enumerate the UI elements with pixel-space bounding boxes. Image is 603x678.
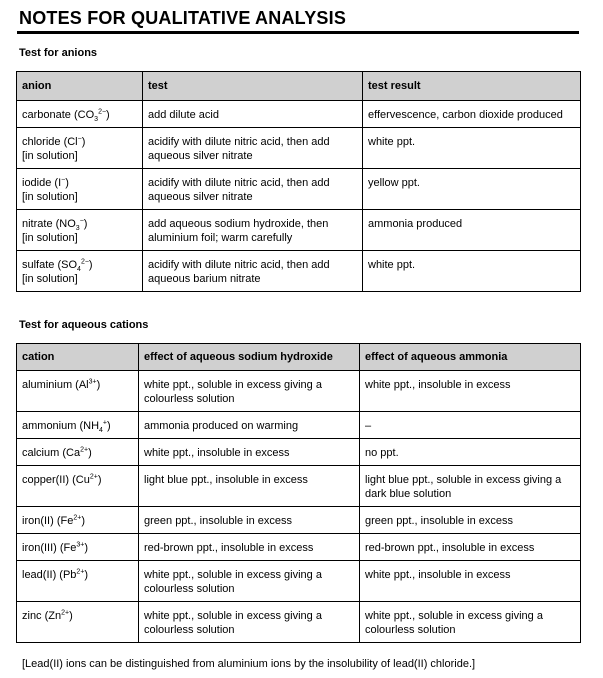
anion-charge: − bbox=[79, 217, 84, 225]
cation-charge: 2+ bbox=[73, 514, 82, 522]
anion-name: sulfate (SO bbox=[22, 259, 78, 271]
cation-close: ) bbox=[96, 379, 101, 391]
sodium-hydroxide-effect-text: white ppt., soluble in excess giving a bbox=[144, 569, 322, 581]
cation-row bbox=[17, 466, 581, 507]
test-text: aqueous barium nitrate bbox=[148, 273, 261, 285]
anion-charge: − bbox=[61, 176, 66, 184]
ammonia-effect-cell bbox=[360, 439, 581, 466]
anion-state: [in solution] bbox=[22, 150, 78, 162]
anion-name: carbonate (CO bbox=[22, 109, 95, 121]
anion-label bbox=[22, 108, 137, 122]
test-text: aqueous silver nitrate bbox=[148, 150, 253, 162]
cation-charge: 2+ bbox=[61, 609, 70, 617]
cation-name: lead(II) (Pb bbox=[22, 569, 77, 581]
test-text: acidify with dilute nitric acid, then add bbox=[148, 136, 330, 148]
cation-close: ) bbox=[107, 420, 111, 432]
cations-table bbox=[16, 343, 581, 643]
sodium-hydroxide-effect-text: white ppt., soluble in excess giving a bbox=[144, 610, 322, 622]
anion-close: ) bbox=[65, 177, 69, 189]
test-text: add aqueous sodium hydroxide, then bbox=[148, 218, 329, 230]
anion-name: nitrate (NO bbox=[22, 218, 76, 230]
anion-subscript: 3 bbox=[94, 116, 99, 124]
ammonia-effect-text: – bbox=[365, 420, 372, 432]
ammonia-effect-text: colourless solution bbox=[365, 624, 456, 636]
cation-label bbox=[22, 378, 133, 392]
sodium-hydroxide-effect-cell bbox=[139, 412, 360, 439]
column-header-anion: anion bbox=[17, 72, 143, 101]
cation-label bbox=[22, 541, 133, 555]
test-text: add dilute acid bbox=[148, 109, 219, 121]
anion-row bbox=[17, 101, 581, 128]
cation-cell bbox=[17, 602, 139, 643]
anion-cell bbox=[17, 169, 143, 210]
ammonia-effect-text: white ppt., insoluble in excess bbox=[365, 379, 511, 391]
anion-state: [in solution] bbox=[22, 232, 78, 244]
anion-cell bbox=[17, 210, 143, 251]
cation-close: ) bbox=[84, 569, 89, 581]
ammonia-effect-cell bbox=[360, 371, 581, 412]
cation-row bbox=[17, 371, 581, 412]
sodium-hydroxide-effect-text: colourless solution bbox=[144, 624, 235, 636]
cation-cell bbox=[17, 371, 139, 412]
cation-label bbox=[22, 446, 133, 460]
test-cell bbox=[143, 169, 363, 210]
column-header-ammonia: effect of aqueous ammonia bbox=[360, 344, 581, 371]
sodium-hydroxide-effect-text: ammonia produced on warming bbox=[144, 420, 299, 432]
anion-state: [in solution] bbox=[22, 191, 78, 203]
sodium-hydroxide-effect-cell bbox=[139, 561, 360, 602]
cations-heading: Test for aqueous cations bbox=[19, 319, 149, 331]
cation-close: ) bbox=[84, 542, 89, 554]
anion-subscript: 3 bbox=[75, 225, 80, 233]
ammonia-effect-text: green ppt., insoluble in excess bbox=[365, 515, 513, 527]
cation-charge: 2+ bbox=[89, 473, 98, 481]
cation-close: ) bbox=[97, 474, 102, 486]
cation-charge: 2+ bbox=[80, 446, 89, 454]
cation-name: copper(II) (Cu bbox=[22, 474, 90, 486]
sodium-hydroxide-effect-text: white ppt., insoluble in excess bbox=[144, 447, 290, 459]
test-text: aluminium foil; warm carefully bbox=[148, 232, 293, 244]
page-title: NOTES FOR QUALITATIVE ANALYSIS bbox=[19, 8, 347, 28]
ammonia-effect-cell bbox=[360, 412, 581, 439]
anion-label bbox=[22, 258, 137, 272]
anion-row bbox=[17, 128, 581, 169]
anion-cell bbox=[17, 251, 143, 292]
cation-charge: 3+ bbox=[76, 541, 85, 549]
anions-header-row bbox=[17, 72, 581, 101]
cation-name: calcium (Ca bbox=[22, 447, 81, 459]
cation-subscript: 4 bbox=[99, 427, 103, 435]
sodium-hydroxide-effect-text: red-brown ppt., insoluble in excess bbox=[144, 542, 314, 554]
anion-row bbox=[17, 251, 581, 292]
cation-close: ) bbox=[69, 610, 73, 622]
cation-row bbox=[17, 412, 581, 439]
sodium-hydroxide-effect-text: colourless solution bbox=[144, 583, 235, 595]
ammonia-effect-text: white ppt., insoluble in excess bbox=[365, 569, 511, 581]
cation-cell bbox=[17, 439, 139, 466]
anions-heading: Test for anions bbox=[19, 47, 98, 59]
cation-close: ) bbox=[81, 515, 85, 527]
cation-label bbox=[22, 609, 133, 623]
column-header-cation: cation bbox=[17, 344, 139, 371]
sodium-hydroxide-effect-cell bbox=[139, 507, 360, 534]
cation-charge: 3+ bbox=[88, 378, 97, 386]
anion-row bbox=[17, 169, 581, 210]
cation-row bbox=[17, 602, 581, 643]
anion-label bbox=[22, 217, 137, 231]
cation-charge: 2+ bbox=[76, 568, 85, 576]
ammonia-effect-text: dark blue solution bbox=[365, 488, 452, 500]
anion-name: iodide (I bbox=[22, 177, 62, 189]
cation-name: ammonium (NH bbox=[22, 420, 100, 432]
cation-name: iron(II) (Fe bbox=[22, 515, 74, 527]
cation-name: aluminium (Al bbox=[22, 379, 89, 391]
column-header-test-result: test result bbox=[363, 72, 581, 101]
cation-charge: + bbox=[102, 419, 108, 427]
anion-charge: − bbox=[77, 135, 82, 143]
test-cell bbox=[143, 128, 363, 169]
anion-label bbox=[22, 176, 137, 190]
cation-name: iron(III) (Fe bbox=[22, 542, 77, 554]
anion-close: ) bbox=[83, 218, 88, 230]
sodium-hydroxide-effect-cell bbox=[139, 371, 360, 412]
test-text: acidify with dilute nitric acid, then add bbox=[148, 177, 330, 189]
anion-cell bbox=[17, 101, 143, 128]
ammonia-effect-cell bbox=[360, 561, 581, 602]
ammonia-effect-text: red-brown ppt., insoluble in excess bbox=[365, 542, 535, 554]
ammonia-effect-text: no ppt. bbox=[365, 447, 399, 459]
test-result-cell: white ppt. bbox=[363, 128, 581, 169]
column-header-test: test bbox=[143, 72, 363, 101]
column-header-sodium-hydroxide: effect of aqueous sodium hydroxide bbox=[139, 344, 360, 371]
anion-row bbox=[17, 210, 581, 251]
anion-charge: 2− bbox=[80, 258, 89, 266]
anion-subscript: 4 bbox=[77, 266, 81, 274]
test-text: aqueous silver nitrate bbox=[148, 191, 253, 203]
ammonia-effect-text: white ppt., soluble in excess giving a bbox=[365, 610, 543, 622]
test-result-cell: white ppt. bbox=[363, 251, 581, 292]
sodium-hydroxide-effect-text: green ppt., insoluble in excess bbox=[144, 515, 292, 527]
ammonia-effect-cell bbox=[360, 602, 581, 643]
cation-row bbox=[17, 439, 581, 466]
cation-label bbox=[22, 473, 133, 487]
sodium-hydroxide-effect-cell bbox=[139, 466, 360, 507]
ammonia-effect-cell bbox=[360, 534, 581, 561]
anion-label bbox=[22, 135, 137, 149]
footnote: [Lead(II) ions can be distinguished from aluminium ions by the insolubility of lead(II) chloride.] bbox=[22, 658, 476, 670]
sodium-hydroxide-effect-cell bbox=[139, 439, 360, 466]
test-cell bbox=[143, 101, 363, 128]
sodium-hydroxide-effect-cell bbox=[139, 534, 360, 561]
test-result-cell: effervescence, carbon dioxide produced bbox=[363, 101, 581, 128]
anion-state: [in solution] bbox=[22, 273, 78, 285]
title-rule bbox=[17, 31, 579, 34]
cation-row bbox=[17, 507, 581, 534]
sodium-hydroxide-effect-text: white ppt., soluble in excess giving a bbox=[144, 379, 322, 391]
ammonia-effect-text: light blue ppt., soluble in excess giving a bbox=[365, 474, 562, 486]
test-cell bbox=[143, 251, 363, 292]
ammonia-effect-cell bbox=[360, 507, 581, 534]
cation-cell bbox=[17, 466, 139, 507]
test-result-cell: yellow ppt. bbox=[363, 169, 581, 210]
cation-label bbox=[22, 514, 133, 528]
cation-label bbox=[22, 568, 133, 582]
cation-cell bbox=[17, 534, 139, 561]
cation-cell bbox=[17, 412, 139, 439]
cation-label bbox=[22, 419, 133, 433]
test-cell bbox=[143, 210, 363, 251]
anion-close: ) bbox=[81, 136, 86, 148]
anion-close: ) bbox=[88, 259, 93, 271]
anion-name: chloride (Cl bbox=[22, 136, 78, 148]
cation-row bbox=[17, 561, 581, 602]
test-result-cell: ammonia produced bbox=[363, 210, 581, 251]
sodium-hydroxide-effect-text: colourless solution bbox=[144, 393, 235, 405]
sodium-hydroxide-effect-cell bbox=[139, 602, 360, 643]
cation-name: zinc (Zn bbox=[22, 610, 62, 622]
sodium-hydroxide-effect-text: light blue ppt., insoluble in excess bbox=[144, 474, 308, 486]
ammonia-effect-cell bbox=[360, 466, 581, 507]
cation-row bbox=[17, 534, 581, 561]
test-text: acidify with dilute nitric acid, then add bbox=[148, 259, 330, 271]
cation-cell bbox=[17, 507, 139, 534]
cation-close: ) bbox=[88, 447, 92, 459]
anion-charge: 2− bbox=[98, 108, 107, 116]
cations-header-row bbox=[17, 344, 581, 371]
anion-close: ) bbox=[106, 109, 110, 121]
anions-table bbox=[16, 71, 581, 292]
anion-cell bbox=[17, 128, 143, 169]
cation-cell bbox=[17, 561, 139, 602]
